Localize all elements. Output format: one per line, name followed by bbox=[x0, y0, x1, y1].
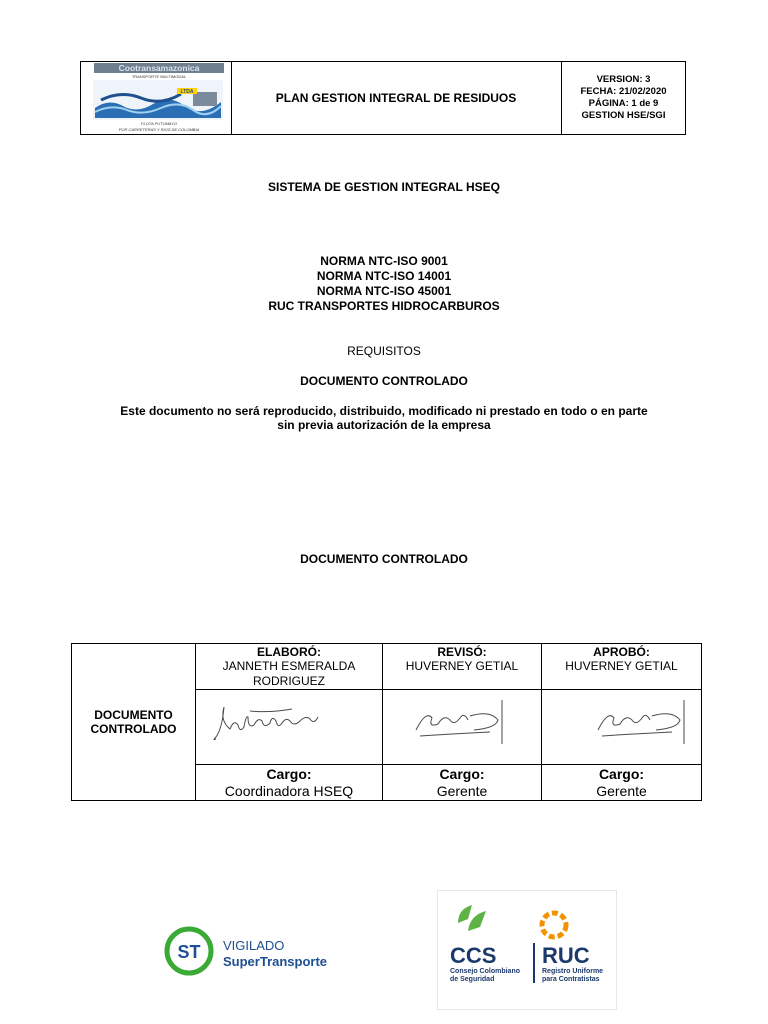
svg-text:RUC: RUC bbox=[542, 943, 590, 968]
approval-elaboro-cell: ELABORÓ: JANNETH ESMERALDA RODRIGUEZ bbox=[222, 645, 356, 688]
signature-reviso bbox=[410, 696, 510, 750]
vigilado-supertransporte-logo bbox=[163, 925, 363, 977]
signature-aprobo bbox=[592, 696, 692, 750]
controlled-cell: DOCUMENTO CONTROLADO bbox=[90, 708, 177, 736]
cargo-reviso: Cargo: Gerente bbox=[436, 766, 488, 799]
approval-reviso-cell: REVISÓ: HUVERNEY GETIAL bbox=[405, 645, 519, 673]
svg-text:Cootransamazonica: Cootransamazonica bbox=[118, 63, 200, 73]
norm-line: NORMA NTC-ISO 45001 bbox=[316, 284, 452, 298]
approval-table bbox=[71, 643, 702, 801]
svg-text:LTDA: LTDA bbox=[180, 89, 194, 95]
approval-aprobo-cell: APROBÓ: HUVERNEY GETIAL bbox=[565, 645, 678, 673]
norm-line: RUC TRANSPORTES HIDROCARBUROS bbox=[268, 299, 500, 313]
norm-line: NORMA NTC-ISO 14001 bbox=[316, 269, 452, 283]
meta-pagina: PÁGINA: 1 de 9 bbox=[588, 98, 659, 109]
svg-text:CCS: CCS bbox=[450, 943, 497, 968]
svg-text:VIGILADO: VIGILADO bbox=[223, 938, 285, 953]
meta-gestion: GESTION HSE/SGI bbox=[581, 110, 666, 121]
svg-text:FLOTA PUTUMAYO: FLOTA PUTUMAYO bbox=[141, 121, 177, 126]
svg-text:ST: ST bbox=[177, 942, 201, 962]
svg-text:Registro Uniforme: Registro Uniforme bbox=[542, 968, 604, 975]
controlled-document-label: DOCUMENTO CONTROLADO bbox=[300, 552, 468, 566]
notice-line: sin previa autorización de la empresa bbox=[277, 418, 491, 432]
notice-line: Este documento no será reproducido, distribuido, modificado ni prestado en todo o en parte bbox=[120, 404, 648, 418]
document-title: PLAN GESTION INTEGRAL DE RESIDUOS bbox=[231, 62, 562, 134]
svg-text:TRANSPORTE MULTIMODAL: TRANSPORTE MULTIMODAL bbox=[131, 74, 187, 79]
svg-text:POR CARRETERAS Y RIOS DE COLOM: POR CARRETERAS Y RIOS DE COLOMBIA bbox=[118, 127, 200, 132]
header-table bbox=[80, 61, 686, 135]
cargo-aprobo: Cargo: Gerente bbox=[596, 766, 647, 799]
ccs-ruc-logo bbox=[437, 890, 617, 1010]
svg-text:de Seguridad: de Seguridad bbox=[450, 976, 495, 983]
svg-text:para Contratistas: para Contratistas bbox=[542, 976, 600, 983]
controlled-document-label: DOCUMENTO CONTROLADO bbox=[300, 374, 468, 388]
svg-text:Consejo Colombiano: Consejo Colombiano bbox=[450, 968, 520, 975]
meta-fecha: FECHA: 21/02/2020 bbox=[580, 86, 667, 97]
company-logo bbox=[81, 62, 232, 134]
cargo-elaboro: Cargo: Coordinadora HSEQ bbox=[224, 766, 354, 799]
requisitos-label: REQUISITOS bbox=[347, 344, 421, 358]
norm-line: NORMA NTC-ISO 9001 bbox=[320, 254, 448, 268]
svg-text:SuperTransporte: SuperTransporte bbox=[223, 954, 328, 969]
signature-elaboro bbox=[210, 699, 330, 749]
meta-version: VERSION: 3 bbox=[596, 74, 651, 85]
document-meta bbox=[562, 62, 685, 134]
system-title: SISTEMA DE GESTION INTEGRAL HSEQ bbox=[267, 180, 501, 194]
